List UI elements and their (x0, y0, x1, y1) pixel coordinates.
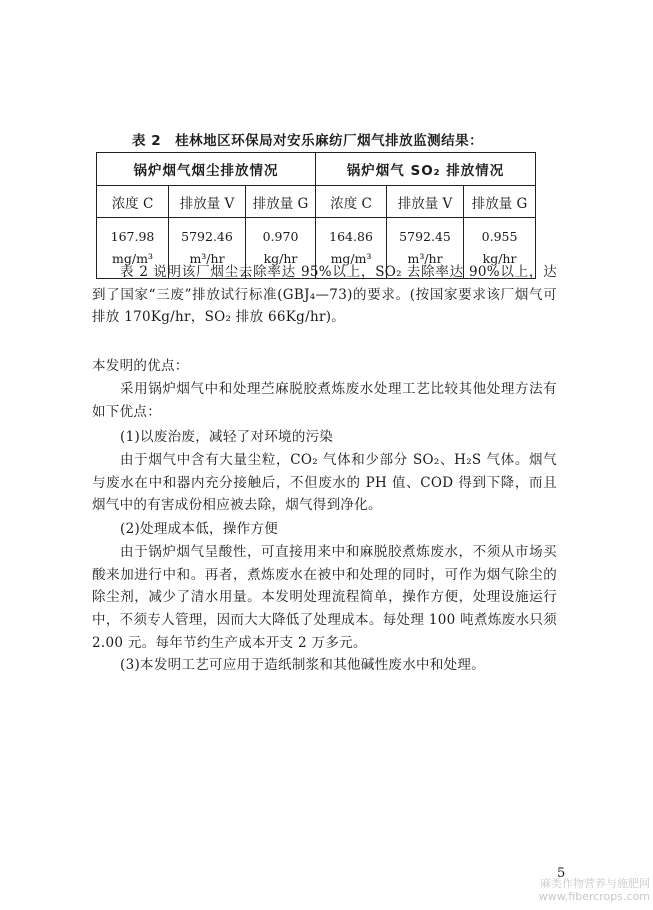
site-watermark (500, 877, 650, 903)
cell-unit: kg/hr (482, 251, 517, 266)
watermark-line-1: 麻类作物营养与施肥网 (540, 877, 650, 890)
column-header: 浓度 C (316, 186, 387, 218)
point-2-body: 由于锅炉烟气呈酸性，可直接用来中和麻脱胶煮炼废水，不须从市场买酸来加进行中和。再者，煮炼废水在被中和处理的同时，可作为烟气除尘的除尘剂，减少了清水用量。本发明处理流程简单，操作方便，处理设施运行中，不须专人管理，因而大大降低了处理成本。每处理 100 吨煮炼废水只须 2.00 元。每年节约生产成本开支 2 万多元。 (92, 544, 557, 651)
point-3-paragraph: (3)本发明工艺可应用于造纸制浆和其他碱性废水中和处理。 (120, 657, 486, 673)
column-header: 排放量 G (246, 186, 316, 218)
point-1-title: (1)以废治废，减轻了对环境的污染 (120, 429, 334, 445)
table-caption (132, 129, 483, 149)
dust-emission-header: 锅炉烟气烟尘排放情况 (97, 153, 316, 186)
so2-emission-header: 锅炉烟气 SO₂ 排放情况 (316, 153, 536, 186)
point-1-body: 由于烟气中含有大量尘粒，CO₂ 气体和少部分 SO₂、H₂S 气体。烟气与废水在中和器内充分接触后，不但废水的 PH 值、COD 得到下降，而且烟气中的有害成份相应被去除，烟气得到净化。 (92, 452, 557, 514)
cell-value: 5792.45 (399, 229, 451, 244)
table-note-paragraph: 表 2 说明该厂烟尘去除率达 95%以上，SO₂ 去除率达 90%以上，达到了国家“三废”排放试行标准(GBJ₄—73)的要求。(按国家要求该厂烟气可排放 170Kg/hr，SO₂ 排放 66Kg/hr)。 (92, 264, 557, 326)
monitoring-results-table (96, 152, 536, 279)
table-column-header-row (97, 186, 536, 218)
cell-value: 0.955 (481, 229, 518, 244)
cell-unit: kg/hr (263, 251, 298, 266)
cell-unit: mg/m³ (330, 251, 372, 266)
table-caption-title: 桂林地区环保局对安乐麻纺厂烟气排放监测结果： (175, 133, 484, 149)
column-header: 浓度 C (97, 186, 169, 218)
point-2-title: (2)处理成本低，操作方便 (120, 521, 279, 537)
cell-value: 0.970 (262, 229, 299, 244)
cell-value: 167.98 (110, 229, 155, 244)
table-caption-label: 表 2 (132, 133, 162, 149)
column-header: 排放量 G (464, 186, 536, 218)
table-group-header-row (97, 153, 536, 186)
cell-value: 164.86 (329, 229, 373, 244)
page-number: 5 (557, 866, 566, 881)
cell-unit: m³/hr (407, 251, 443, 266)
cell-unit: mg/m³ (112, 251, 153, 266)
column-header: 排放量 V (169, 186, 246, 218)
cell-value: 5792.46 (181, 229, 233, 244)
watermark-line-2: www.fibercrops.com (538, 890, 650, 903)
cell-unit: m³/hr (189, 251, 225, 266)
advantages-heading: 本发明的优点： (92, 358, 189, 374)
column-header: 排放量 V (387, 186, 464, 218)
advantages-intro-paragraph: 采用锅炉烟气中和处理苎麻脱胶煮炼废水处理工艺比较其他处理方法有如下优点： (92, 381, 557, 420)
